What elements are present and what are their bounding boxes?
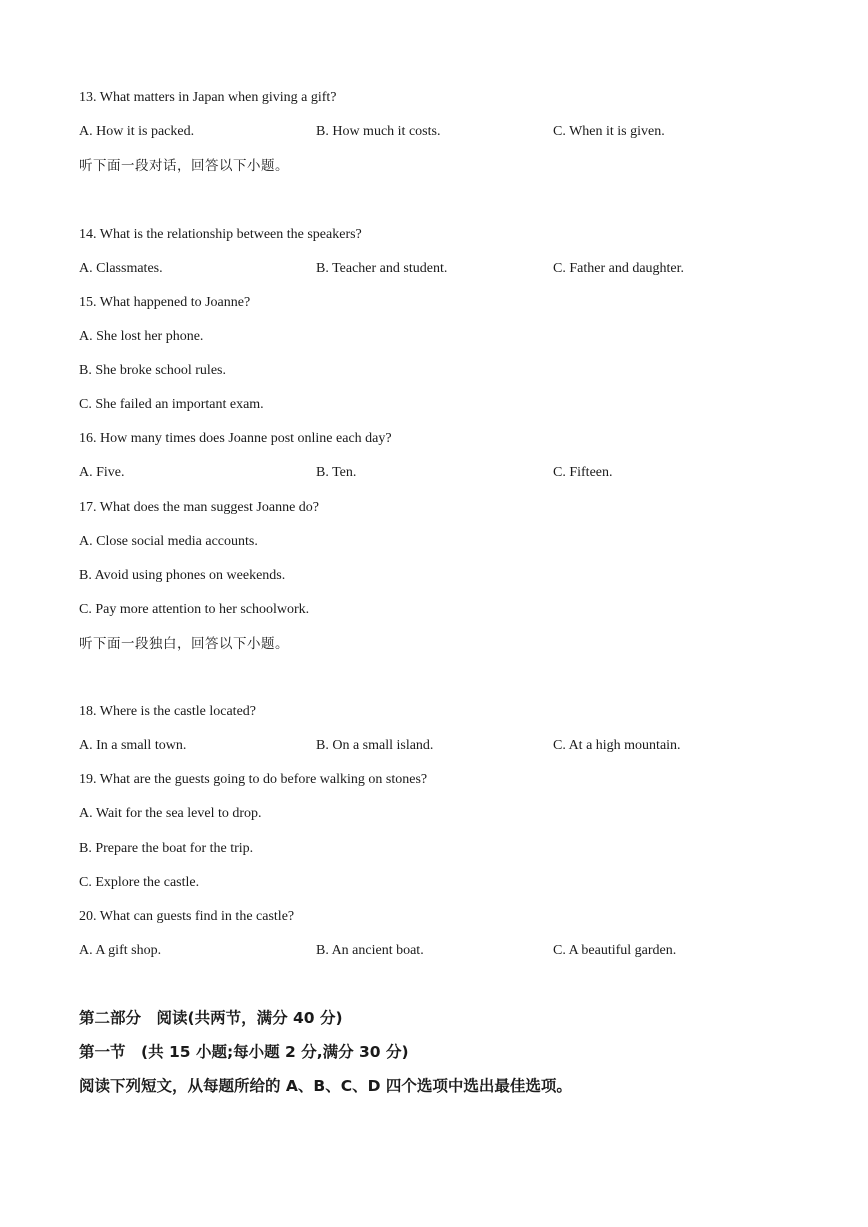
- q18-option-a: A. In a small town.: [79, 738, 187, 753]
- q19-option-b: B. Prepare the boat for the trip.: [79, 841, 254, 856]
- q15-option-c: C. She failed an important exam.: [79, 397, 264, 412]
- question-20: 20. What can guests find in the castle?: [79, 909, 295, 924]
- q20-option-c: C. A beautiful garden.: [553, 943, 677, 958]
- q15-option-a: A. She lost her phone.: [79, 329, 204, 344]
- part2-section1-heading: 第一节 (共 15 小题;每小题 2 分,满分 30 分): [79, 1043, 409, 1061]
- q18-option-b: B. On a small island.: [316, 738, 434, 753]
- q20-option-b: B. An ancient boat.: [316, 943, 424, 958]
- q13-option-a: A. How it is packed.: [79, 124, 195, 139]
- q17-option-a: A. Close social media accounts.: [79, 534, 258, 549]
- q19-option-a: A. Wait for the sea level to drop.: [79, 806, 262, 821]
- q15-option-b: B. She broke school rules.: [79, 363, 226, 378]
- q17-option-b: B. Avoid using phones on weekends.: [79, 568, 286, 583]
- instruction-monologue: 听下面一段独白，回答以下小题。: [79, 636, 289, 652]
- question-19: 19. What are the guests going to do before walking on stones?: [79, 772, 428, 787]
- question-15: 15. What happened to Joanne?: [79, 295, 251, 310]
- q16-option-a: A. Five.: [79, 465, 125, 480]
- q16-option-c: C. Fifteen.: [553, 465, 613, 480]
- q20-option-a: A. A gift shop.: [79, 943, 162, 958]
- q17-option-c: C. Pay more attention to her schoolwork.: [79, 602, 310, 617]
- q16-option-b: B. Ten.: [316, 465, 357, 480]
- question-14: 14. What is the relationship between the speakers?: [79, 227, 362, 242]
- q14-option-c: C. Father and daughter.: [553, 261, 685, 276]
- q14-option-a: A. Classmates.: [79, 261, 163, 276]
- question-16: 16. How many times does Joanne post online each day?: [79, 431, 392, 446]
- part2-heading: 第二部分 阅读(共两节，满分 40 分): [79, 1009, 343, 1027]
- question-18: 18. Where is the castle located?: [79, 704, 256, 719]
- q13-option-b: B. How much it costs.: [316, 124, 441, 139]
- q18-option-c: C. At a high mountain.: [553, 738, 681, 753]
- q14-option-b: B. Teacher and student.: [316, 261, 448, 276]
- question-17: 17. What does the man suggest Joanne do?: [79, 500, 320, 515]
- q19-option-c: C. Explore the castle.: [79, 875, 200, 890]
- instruction-dialogue: 听下面一段对话，回答以下小题。: [79, 158, 289, 174]
- part2-directions: 阅读下列短文，从每题所给的 A、B、C、D 四个选项中选出最佳选项。: [79, 1077, 572, 1095]
- q13-option-c: C. When it is given.: [553, 124, 665, 139]
- question-13: 13. What matters in Japan when giving a gift?: [79, 90, 337, 105]
